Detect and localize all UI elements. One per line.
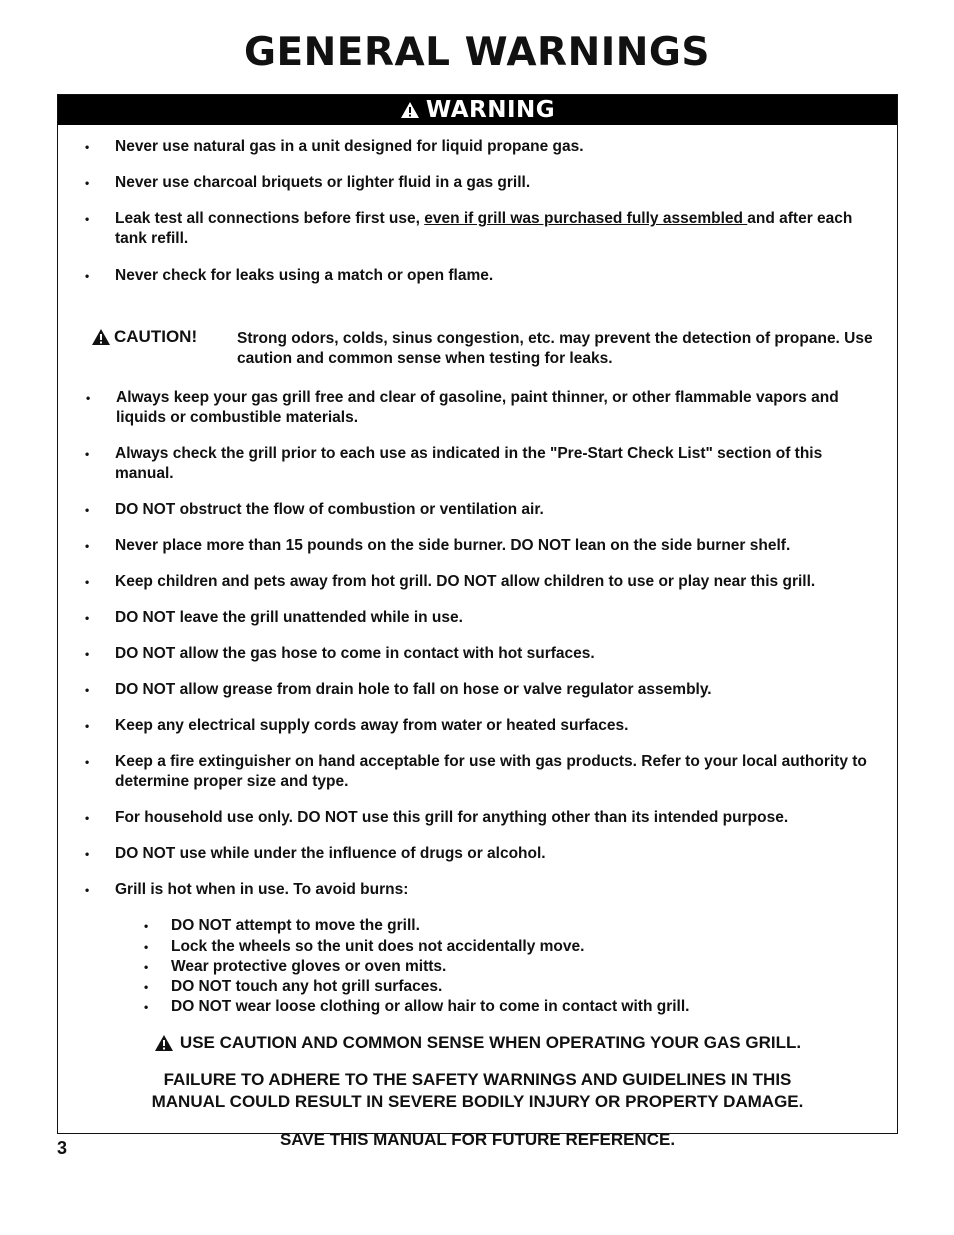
list-item [85, 536, 875, 556]
bullet: • [144, 1000, 149, 1014]
warning-banner-label: WARNING [425, 97, 556, 123]
list-item [85, 500, 875, 520]
bullet: • [86, 391, 91, 405]
sub-list-item [144, 997, 844, 1017]
text-segment: and after each tank refill. [115, 210, 853, 247]
caution-note [91, 329, 881, 369]
bullet: • [85, 719, 90, 733]
list-item [85, 444, 875, 484]
warning-triangle-icon [91, 328, 111, 346]
sub-list-item [144, 916, 844, 936]
list-item [85, 137, 875, 157]
closing-failure-line: MANUAL COULD RESULT IN SEVERE BODILY INJURY OR PROPERTY DAMAGE. [151, 1092, 804, 1111]
bullet: • [85, 647, 90, 661]
list-item-text: Never use charcoal briquets or lighter fluid in a gas grill. [115, 174, 531, 191]
list-item-text: DO NOT allow the gas hose to come in contact with hot surfaces. [115, 645, 595, 662]
list-item-text: Never place more than 15 pounds on the side burner. DO NOT lean on the side burner shelf. [115, 537, 791, 554]
page-number: 3 [57, 1138, 68, 1158]
list-item-text: For household use only. DO NOT use this grill for anything other than its intended purpose. [115, 809, 789, 826]
bullet: • [85, 847, 90, 861]
page-title: GENERAL WARNINGS [244, 30, 710, 75]
warning-triangle-icon [154, 1034, 174, 1052]
list-item-text: Always keep your gas grill free and clear of gasoline, paint thinner, or other flammable vapors and liquids or combustible materials. [116, 389, 839, 426]
closing-save-line: SAVE THIS MANUAL FOR FUTURE REFERENCE. [279, 1130, 676, 1149]
list-item-text: DO NOT leave the grill unattended while in use. [115, 609, 463, 626]
bullet: • [85, 140, 90, 154]
underlined-text: even if grill was purchased fully assembled [424, 210, 748, 227]
list-item [85, 644, 875, 664]
bullet: • [144, 919, 149, 933]
list-item-text: DO NOT obstruct the flow of combustion or ventilation air. [115, 501, 544, 518]
warning-box [57, 94, 898, 1149]
bullet: • [85, 883, 90, 897]
list-item [85, 173, 875, 193]
bullet: • [85, 611, 90, 625]
bullet: • [85, 539, 90, 553]
list-item-text [85, 209, 875, 249]
sub-list-item-text: DO NOT wear loose clothing or allow hair to come in contact with grill. [171, 998, 690, 1015]
bullet: • [144, 980, 149, 994]
list-item-text: Keep children and pets away from hot grill. DO NOT allow children to use or play near this grill. [115, 573, 816, 590]
list-item-text: Never check for leaks using a match or open flame. [115, 267, 494, 284]
caution-label [91, 327, 197, 347]
list-item-text: Grill is hot when in use. To avoid burns: [115, 881, 409, 898]
bullet: • [85, 269, 90, 283]
list-item [85, 266, 875, 286]
list-item [86, 388, 876, 428]
bullet: • [85, 447, 90, 461]
bullet: • [144, 940, 149, 954]
sub-list-item [144, 977, 844, 997]
bullet: • [85, 811, 90, 825]
bullet: • [85, 212, 90, 226]
closing-caution [58, 1032, 897, 1058]
warning-banner [58, 95, 897, 125]
list-item-text: Keep a fire extinguisher on hand acceptable for use with gas products. Refer to your local authority to determine proper size and type. [115, 753, 867, 790]
sub-list-item-text: Wear protective gloves or oven mitts. [171, 958, 447, 975]
list-item [85, 808, 875, 828]
list-item [85, 716, 875, 736]
bullet: • [85, 683, 90, 697]
list-item-text: DO NOT allow grease from drain hole to fall on hose or valve regulator assembly. [115, 681, 712, 698]
bullet: • [85, 575, 90, 589]
bullet: • [85, 503, 90, 517]
list-item [85, 880, 875, 900]
bullet: • [85, 176, 90, 190]
list-item [85, 209, 875, 249]
list-item [85, 572, 875, 592]
text-segment: Leak test all connections before first use, [115, 210, 425, 227]
bullet: • [85, 755, 90, 769]
list-item [85, 608, 875, 628]
closing-caution-text: USE CAUTION AND COMMON SENSE WHEN OPERATING YOUR GAS GRILL. [179, 1033, 802, 1052]
caution-text: Strong odors, colds, sinus congestion, etc. may prevent the detection of propane. Use caution and common sense when testing for leaks. [237, 330, 873, 367]
list-item-text: Keep any electrical supply cords away from water or heated surfaces. [115, 717, 629, 734]
list-item [85, 752, 875, 792]
list-item [85, 680, 875, 700]
sub-list-item-text: Lock the wheels so the unit does not accidentally move. [171, 938, 585, 955]
list-item [85, 844, 875, 864]
sub-list-item-text: DO NOT attempt to move the grill. [171, 917, 420, 934]
list-item-text: Never use natural gas in a unit designed for liquid propane gas. [115, 138, 584, 155]
bullet: • [144, 960, 149, 974]
warning-triangle-icon [400, 101, 420, 119]
caution-label-text: CAUTION! [114, 327, 198, 346]
list-item-text: DO NOT use while under the influence of drugs or alcohol. [115, 845, 546, 862]
closing-failure-line: FAILURE TO ADHERE TO THE SAFETY WARNINGS AND GUIDELINES IN THIS [163, 1070, 792, 1089]
sub-list-item [144, 957, 844, 977]
list-item-text: Always check the grill prior to each use as indicated in the "Pre-Start Check List" section of this manual. [115, 445, 823, 482]
sub-list-item-text: DO NOT touch any hot grill surfaces. [171, 978, 443, 995]
sub-list-item [144, 937, 844, 957]
